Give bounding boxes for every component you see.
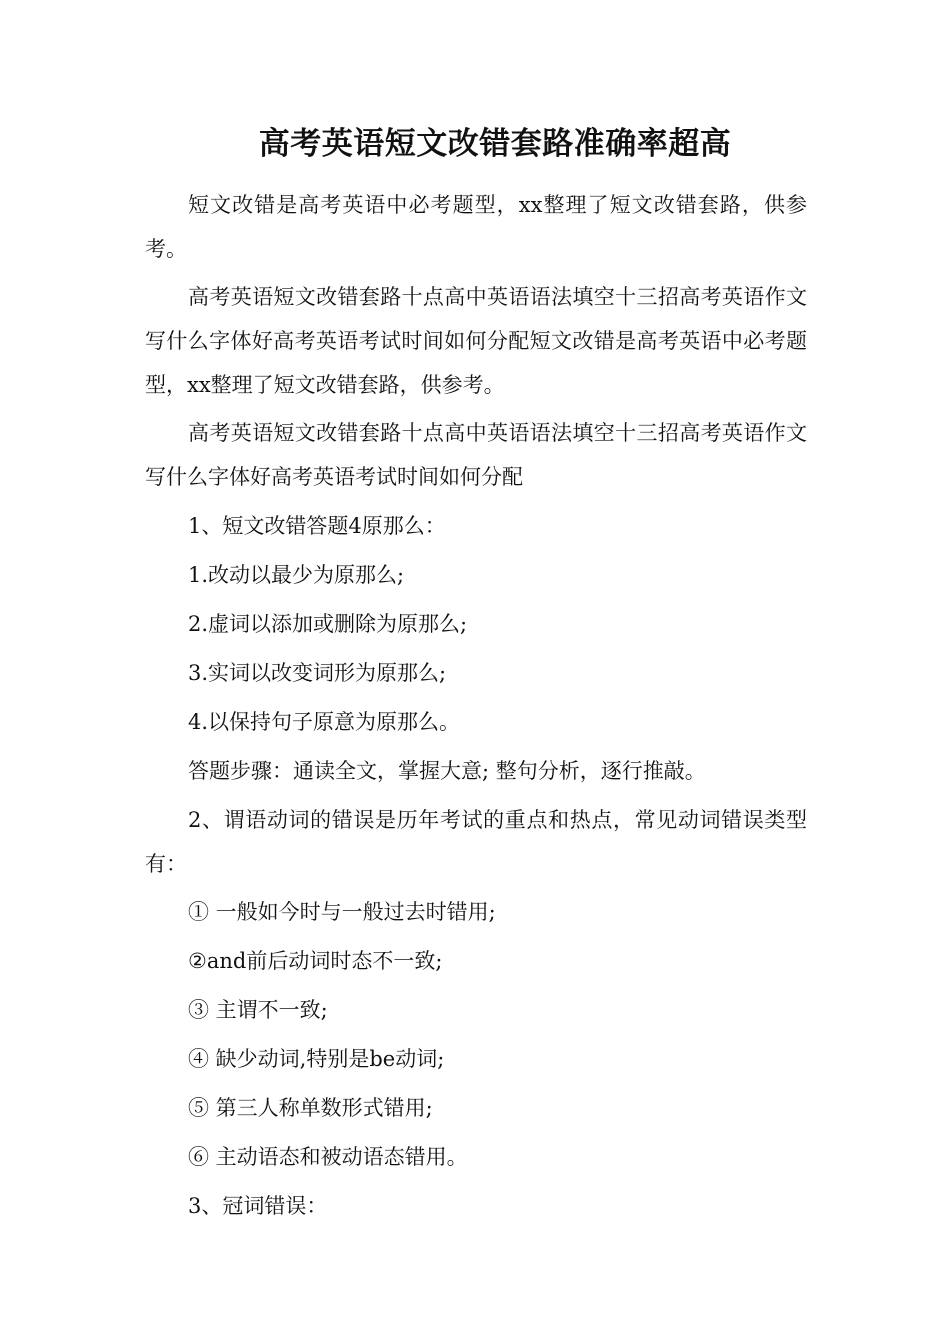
section-heading-verbs: 2、谓语动词的错误是历年考试的重点和热点，常见动词错误类型有：	[145, 808, 807, 876]
principle-item: 1.改动以最少为原那么;	[188, 563, 405, 587]
document-body	[145, 183, 807, 1228]
verb-error-item: ②and前后动词时态不一致;	[188, 949, 443, 973]
paragraph-intro: 短文改错是高考英语中必考题型，xx整理了短文改错套路，供参考。	[145, 193, 807, 261]
principle-item: 2.虚词以添加或删除为原那么;	[188, 612, 468, 636]
verb-error-item: ③ 主谓不一致;	[188, 998, 328, 1022]
principle-item: 4.以保持句子原意为原那么。	[188, 710, 461, 734]
section-heading-articles: 3、冠词错误：	[188, 1194, 328, 1218]
section-heading-principles: 1、短文改错答题4原那么：	[188, 514, 446, 538]
verb-error-item: ⑤ 第三人称单数形式错用;	[188, 1096, 433, 1120]
verb-error-item: ① 一般如今时与一般过去时错用;	[188, 900, 496, 924]
verb-error-item: ⑥ 主动语态和被动语态错用。	[188, 1145, 468, 1169]
paragraph-keywords-2: 高考英语短文改错套路十点高中英语语法填空十三招高考英语作文写什么字体好高考英语考试时间如何分配	[145, 421, 807, 489]
paragraph-steps: 答题步骤：通读全文，掌握大意; 整句分析，逐行推敲。	[188, 759, 706, 783]
paragraph-keywords-1: 高考英语短文改错套路十点高中英语语法填空十三招高考英语作文写什么字体好高考英语考试时间如何分配短文改错是高考英语中必考题型，xx整理了短文改错套路，供参考。	[145, 285, 807, 397]
document-title: 高考英语短文改错套路准确率超高	[258, 126, 732, 162]
verb-error-item: ④ 缺少动词,特别是be动词;	[188, 1047, 445, 1071]
principle-item: 3.实词以改变词形为原那么;	[188, 661, 447, 685]
